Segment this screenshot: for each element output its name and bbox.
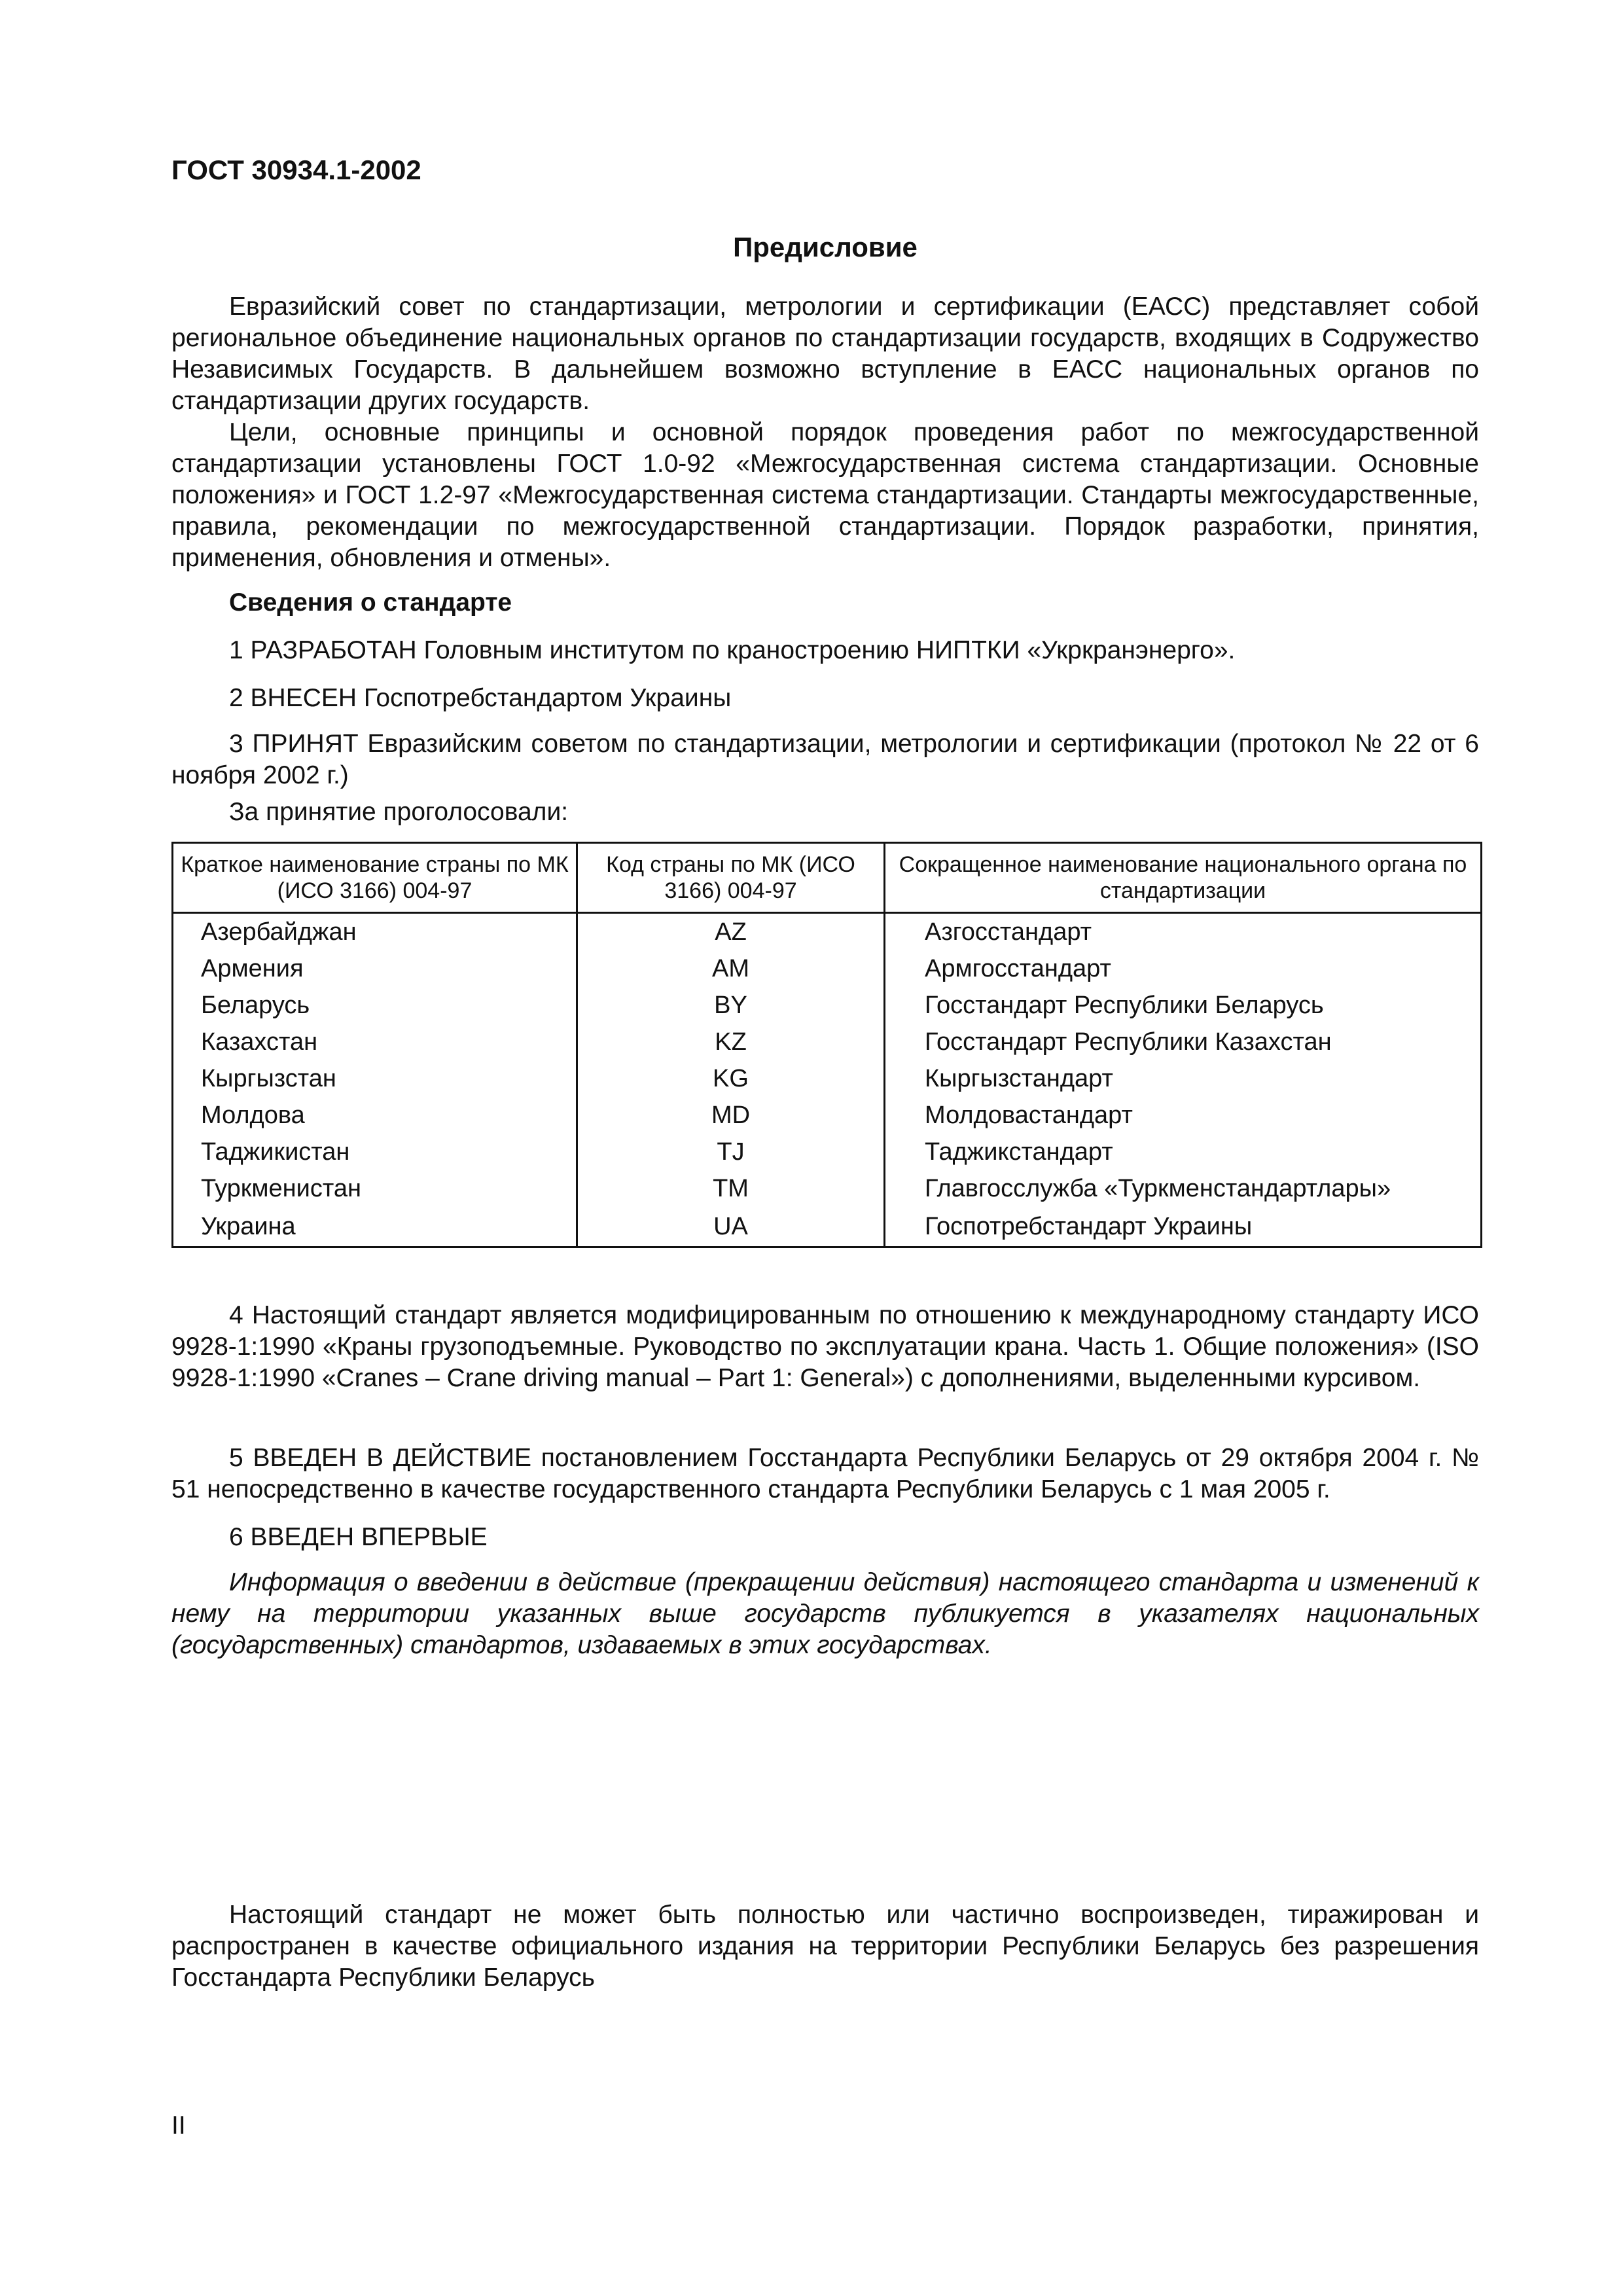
- page-number: II: [171, 2111, 186, 2140]
- code-cell: TJ: [577, 1134, 885, 1170]
- info-publication-note: Информация о введении в действие (прекращении действия) настоящего стандарта и изменений к нему на территории указанных выше государств публикуется в указателях национальных (государственных) стандартов, издаваемых в этих государствах.: [171, 1568, 1479, 1659]
- country-cell: Азербайджан: [173, 913, 577, 951]
- code-cell: AZ: [577, 913, 885, 951]
- org-cell: Азгосстандарт: [885, 913, 1482, 951]
- table-row: [173, 1060, 1482, 1097]
- table-row: [173, 1097, 1482, 1134]
- code-cell: TM: [577, 1170, 885, 1207]
- table-row: [173, 1134, 1482, 1170]
- item-first-introduced: 6 ВВЕДЕН ВПЕРВЫЕ: [229, 1523, 488, 1551]
- item-put-into-effect: 5 ВВЕДЕН В ДЕЙСТВИЕ постановлением Госстандарта Республики Беларусь от 29 октября 2004 г. № 51 непосредственно в качестве государственного стандарта Республики Беларусь с 1 мая 2005 г.: [171, 1444, 1479, 1503]
- table-row: [173, 1170, 1482, 1207]
- header-national-body: Сокращенное наименование национального органа по стандартизации: [885, 843, 1482, 913]
- country-cell: Украина: [173, 1207, 577, 1247]
- item-adopted: 3 ПРИНЯТ Евразийским советом по стандартизации, метрологии и сертификации (протокол № 22 от 6 ноября 2002 г.): [171, 730, 1479, 789]
- preface-title: Предисловие: [733, 232, 918, 262]
- country-cell: Таджикистан: [173, 1134, 577, 1170]
- org-cell: Кыргызстандарт: [885, 1060, 1482, 1097]
- org-cell: Госстандарт Республики Казахстан: [885, 1024, 1482, 1060]
- header-country-code: Код страны по МК (ИСО 3166) 004-97: [577, 843, 885, 913]
- code-cell: KZ: [577, 1024, 885, 1060]
- table-row: [173, 950, 1482, 987]
- preface-paragraph-1: Евразийский совет по стандартизации, метрологии и сертификации (ЕАСС) представляет собой региональное объединение национальных органов по стандартизации государств, входящих в Содружество Независимых Государств. В дальнейшем возможно вступление в ЕАСС национальных органов по стандартизации других государств.: [171, 293, 1479, 415]
- country-cell: Армения: [173, 950, 577, 987]
- code-cell: UA: [577, 1207, 885, 1247]
- org-cell: Таджикстандарт: [885, 1134, 1482, 1170]
- table-header-row: [173, 843, 1482, 913]
- org-cell: Главгосслужба «Туркменстандартлары»: [885, 1170, 1482, 1207]
- item-submitted: 2 ВНЕСЕН Госпотребстандартом Украины: [229, 684, 732, 712]
- header-country-name: Краткое наименование страны по МК (ИСО 3166) 004-97: [173, 843, 577, 913]
- table-row: [173, 987, 1482, 1024]
- standard-info-heading: Сведения о стандарте: [229, 588, 512, 617]
- table-row: [173, 1207, 1482, 1247]
- item-developed: 1 РАЗРАБОТАН Головным институтом по краностроению НИПТКИ «Укркранэнерго».: [229, 636, 1236, 664]
- code-cell: MD: [577, 1097, 885, 1134]
- org-cell: Госпотребстандарт Украины: [885, 1207, 1482, 1247]
- code-cell: AM: [577, 950, 885, 987]
- item-modified-standard: 4 Настоящий стандарт является модифицированным по отношению к международному стандарту ИСО 9928-1:1990 «Краны грузоподъемные. Руководство по эксплуатации крана. Часть 1. Общие положения» (ISO 9928-1:1990 «Cranes – Crane driving manual – Part 1: General») с дополнениями, выделенными курсивом.: [171, 1301, 1479, 1392]
- copyright-notice: Настоящий стандарт не может быть полностью или частично воспроизведен, тиражирован и распространен в качестве официального издания на территории Республики Беларусь без разрешения Госстандарта Республики Беларусь: [171, 1901, 1479, 1992]
- code-cell: BY: [577, 987, 885, 1024]
- country-cell: Туркменистан: [173, 1170, 577, 1207]
- voting-countries-table: [171, 842, 1482, 1248]
- country-cell: Беларусь: [173, 987, 577, 1024]
- table-row: [173, 1024, 1482, 1060]
- org-cell: Молдовастандарт: [885, 1097, 1482, 1134]
- document-code: ГОСТ 30934.1-2002: [171, 154, 421, 185]
- table-row: [173, 913, 1482, 951]
- org-cell: Госстандарт Республики Беларусь: [885, 987, 1482, 1024]
- voted-label: За принятие проголосовали:: [229, 798, 569, 826]
- org-cell: Армгосстандарт: [885, 950, 1482, 987]
- country-cell: Кыргызстан: [173, 1060, 577, 1097]
- country-cell: Казахстан: [173, 1024, 577, 1060]
- country-cell: Молдова: [173, 1097, 577, 1134]
- preface-paragraph-2: Цели, основные принципы и основной порядок проведения работ по межгосударственной стандартизации установлены ГОСТ 1.0-92 «Межгосударственная система стандартизации. Основные положения» и ГОСТ 1.2-97 «Межгосударственная система стандартизации. Стандарты межгосударственные, правила, рекомендации по межгосударственной стандартизации. Порядок разработки, принятия, применения, обновления и отмены».: [171, 418, 1479, 572]
- code-cell: KG: [577, 1060, 885, 1097]
